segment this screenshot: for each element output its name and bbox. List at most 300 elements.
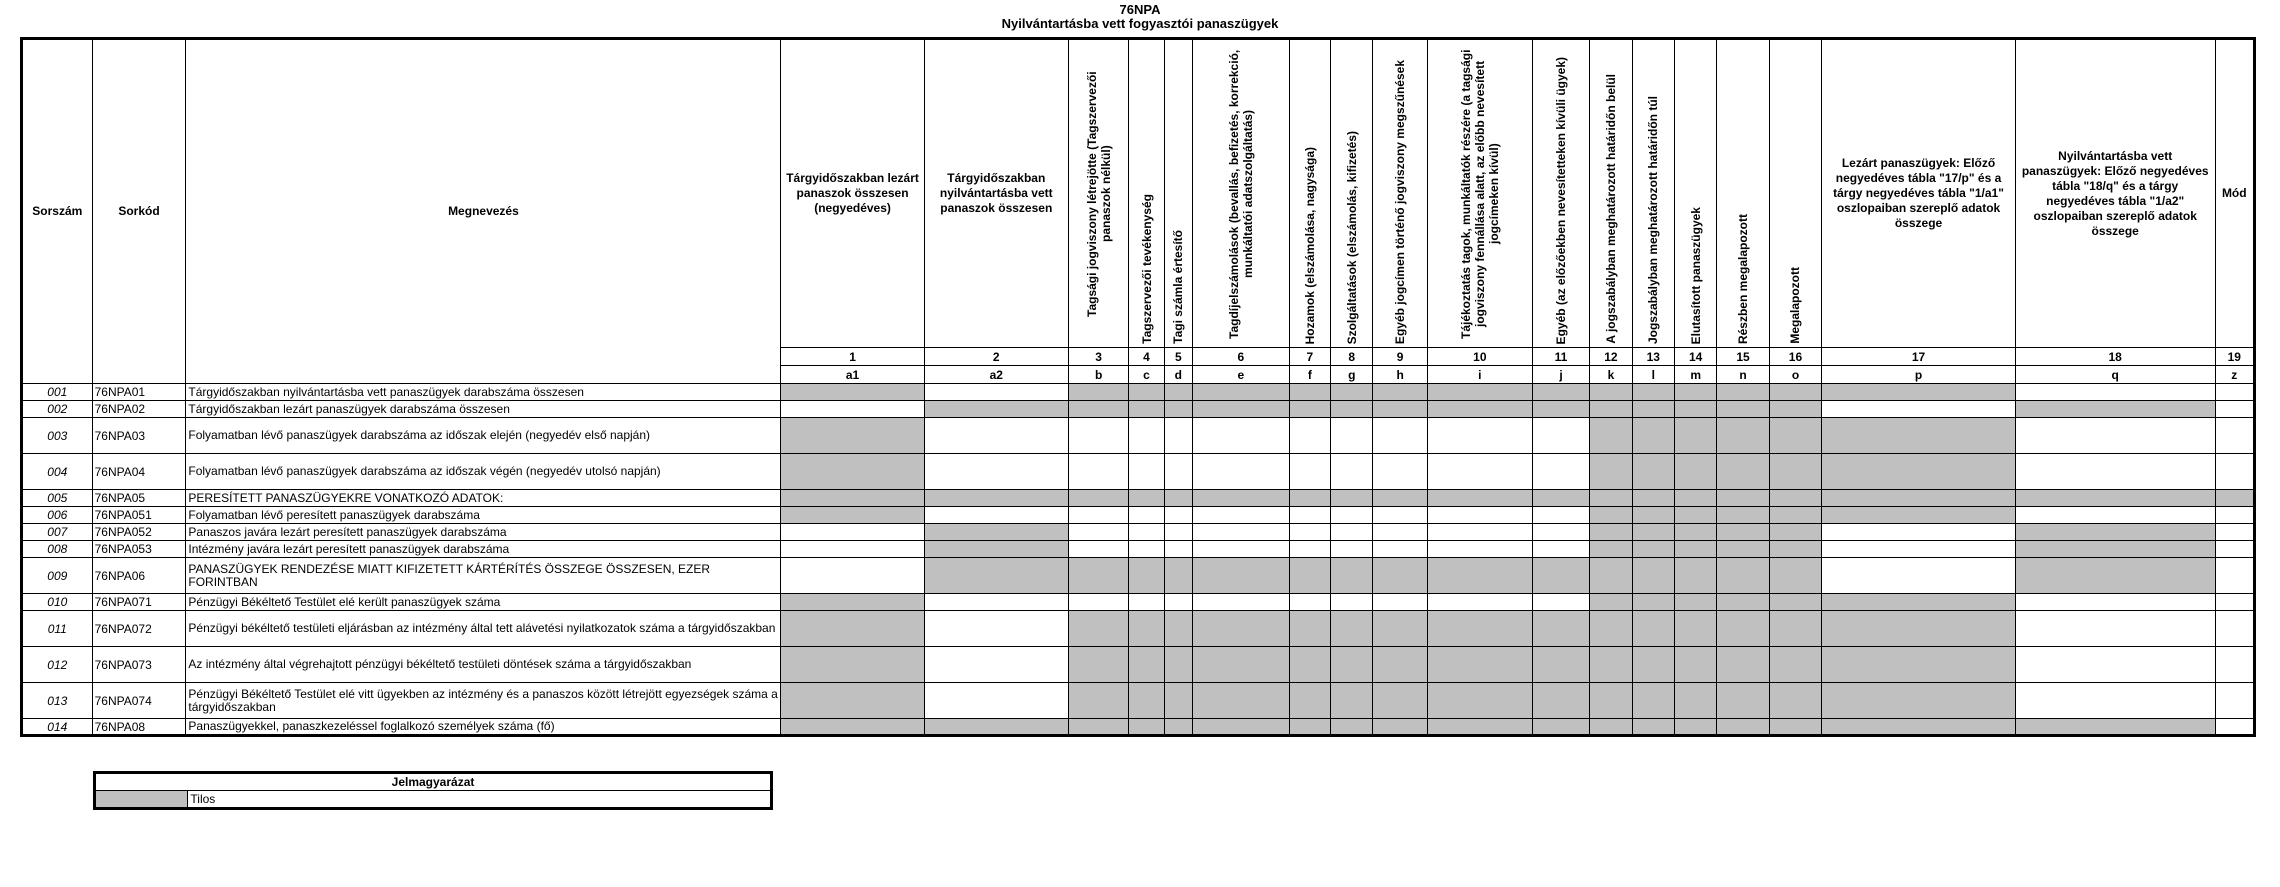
row-name: Folyamatban lévő panaszügyek darabszáma az időszak elején (negyedév első napján) — [186, 418, 781, 454]
forbidden-cell — [1632, 647, 1674, 683]
column-letter: q — [2015, 366, 2215, 384]
data-cell[interactable] — [2215, 524, 2254, 541]
forbidden-cell — [1674, 524, 1716, 541]
forbidden-cell — [1289, 384, 1330, 401]
forbidden-cell — [1590, 524, 1632, 541]
forbidden-cell — [1674, 401, 1716, 418]
forbidden-cell — [1717, 594, 1769, 611]
forbidden-cell — [1289, 683, 1330, 719]
data-cell[interactable] — [924, 647, 1068, 683]
row-sorkod: 76NPA073 — [92, 647, 186, 683]
data-cell[interactable] — [1532, 418, 1589, 454]
col-header-label: Szolgáltatások (elszámolás, kifizetés) — [1344, 130, 1359, 344]
forbidden-cell — [781, 454, 924, 490]
row-sorszam: 001 — [22, 384, 93, 401]
col-header-12 — [1590, 39, 1632, 348]
data-cell[interactable] — [2215, 683, 2254, 719]
forbidden-cell — [1822, 384, 2016, 401]
forbidden-cell — [1532, 647, 1589, 683]
forbidden-cell — [1427, 719, 1532, 736]
forbidden-cell — [1632, 454, 1674, 490]
forbidden-cell — [1632, 611, 1674, 647]
col-header-label: Tagsági jogviszony létrejötte (Tagszervezői panaszok nélkül) — [1084, 71, 1113, 317]
data-cell[interactable] — [1822, 558, 2016, 594]
forbidden-cell — [1129, 611, 1164, 647]
forbidden-cell — [1068, 384, 1129, 401]
column-letter: e — [1192, 366, 1289, 384]
forbidden-cell — [1373, 384, 1427, 401]
forbidden-cell — [1289, 647, 1330, 683]
forbidden-cell — [1822, 490, 2016, 507]
data-cell[interactable] — [1427, 507, 1532, 524]
col-header-label: Hozamok (elszámolása, nagysága) — [1302, 146, 1317, 344]
forbidden-cell — [1164, 647, 1192, 683]
row-sorkod: 76NPA072 — [92, 611, 186, 647]
forbidden-cell — [1068, 490, 1129, 507]
data-cell[interactable] — [2215, 401, 2254, 418]
forbidden-cell — [1532, 384, 1589, 401]
column-number: 17 — [1822, 348, 2016, 366]
data-cell[interactable] — [1427, 541, 1532, 558]
forbidden-cell — [1289, 401, 1330, 418]
row-name: Tárgyidőszakban lezárt panaszügyek darabszáma összesen — [186, 401, 781, 418]
forbidden-cell — [781, 418, 924, 454]
forbidden-cell — [1068, 683, 1129, 719]
forbidden-cell — [1331, 683, 1373, 719]
data-cell[interactable] — [1164, 454, 1192, 490]
row-name: Folyamatban lévő peresített panaszügyek darabszáma — [186, 507, 781, 524]
forbidden-cell — [1427, 558, 1532, 594]
data-cell[interactable] — [781, 401, 924, 418]
data-cell[interactable] — [2215, 558, 2254, 594]
row-sorszam: 004 — [22, 454, 93, 490]
forbidden-cell — [1717, 401, 1769, 418]
data-cell[interactable] — [1068, 541, 1129, 558]
forbidden-cell — [1129, 558, 1164, 594]
forbidden-cell — [1632, 384, 1674, 401]
forbidden-cell — [1427, 384, 1532, 401]
forbidden-cell — [1632, 418, 1674, 454]
row-sorkod: 76NPA08 — [92, 719, 186, 736]
data-cell[interactable] — [1068, 524, 1129, 541]
data-cell[interactable] — [1373, 507, 1427, 524]
data-cell[interactable] — [1532, 507, 1589, 524]
forbidden-cell — [1769, 418, 1821, 454]
forbidden-cell — [1590, 384, 1632, 401]
table-row — [22, 384, 2255, 401]
forbidden-cell — [1717, 558, 1769, 594]
forbidden-cell — [1769, 719, 1821, 736]
column-number: 1 — [781, 348, 924, 366]
col-header-16 — [1769, 39, 1821, 348]
data-cell[interactable] — [1164, 541, 1192, 558]
column-letter: m — [1674, 366, 1716, 384]
forbidden-cell — [1373, 647, 1427, 683]
forbidden-cell — [1590, 683, 1632, 719]
data-cell[interactable] — [1192, 594, 1289, 611]
data-cell[interactable] — [1192, 507, 1289, 524]
column-letter: f — [1289, 366, 1330, 384]
column-letter: o — [1769, 366, 1821, 384]
data-cell[interactable] — [1373, 418, 1427, 454]
data-cell[interactable] — [781, 541, 924, 558]
column-number: 14 — [1674, 348, 1716, 366]
data-cell[interactable] — [1427, 454, 1532, 490]
data-cell[interactable] — [1822, 541, 2016, 558]
row-sorszam: 010 — [22, 594, 93, 611]
row-sorszam: 014 — [22, 719, 93, 736]
forbidden-cell — [924, 541, 1068, 558]
form-code: 76NPA — [1119, 2, 1161, 17]
row-name: Pénzügyi Békéltető Testület elé került panaszügyek száma — [186, 594, 781, 611]
forbidden-cell — [1532, 490, 1589, 507]
forbidden-cell — [1192, 647, 1289, 683]
forbidden-cell — [1674, 719, 1716, 736]
forbidden-cell — [2015, 401, 2215, 418]
row-sorszam: 007 — [22, 524, 93, 541]
form-title: Nyilvántartásba vett fogyasztói panaszügyek — [1001, 16, 1279, 31]
column-letter: j — [1532, 366, 1589, 384]
row-name: Panaszügyekkel, panaszkezeléssel foglalkozó személyek száma (fő) — [186, 719, 781, 736]
forbidden-cell — [1590, 454, 1632, 490]
forbidden-cell — [1427, 683, 1532, 719]
data-cell[interactable] — [1532, 454, 1589, 490]
column-number: 16 — [1769, 348, 1821, 366]
data-cell[interactable] — [1331, 594, 1373, 611]
data-cell[interactable] — [1427, 524, 1532, 541]
forbidden-cell — [1164, 401, 1192, 418]
data-cell[interactable] — [2215, 418, 2254, 454]
col-header-5 — [1164, 39, 1192, 348]
data-cell[interactable] — [1068, 594, 1129, 611]
data-cell[interactable] — [2215, 719, 2254, 736]
data-cell[interactable] — [1068, 418, 1129, 454]
column-letter: h — [1373, 366, 1427, 384]
forbidden-cell — [781, 507, 924, 524]
table-body — [22, 384, 2255, 736]
forbidden-cell — [1289, 558, 1330, 594]
forbidden-cell — [1769, 647, 1821, 683]
forbidden-cell — [1590, 507, 1632, 524]
forbidden-cell — [1590, 594, 1632, 611]
col-header-6 — [1192, 39, 1289, 348]
forbidden-cell — [1164, 558, 1192, 594]
forbidden-cell — [1427, 647, 1532, 683]
data-cell[interactable] — [924, 594, 1068, 611]
column-number: 7 — [1289, 348, 1330, 366]
table-row — [22, 454, 2255, 490]
table-row — [22, 541, 2255, 558]
data-cell[interactable] — [2015, 647, 2215, 683]
data-cell[interactable] — [1129, 507, 1164, 524]
table-row — [22, 418, 2255, 454]
forbidden-cell — [1192, 558, 1289, 594]
col-header-label: Megalapozott — [1788, 267, 1803, 344]
forbidden-cell — [1822, 418, 2016, 454]
forbidden-cell — [1632, 558, 1674, 594]
forbidden-cell — [1331, 647, 1373, 683]
data-cell[interactable] — [2015, 611, 2215, 647]
column-letter: b — [1068, 366, 1129, 384]
data-cell[interactable] — [1129, 524, 1164, 541]
row-name: Panaszos javára lezárt peresített panaszügyek darabszáma — [186, 524, 781, 541]
data-cell[interactable] — [1532, 541, 1589, 558]
table-row — [22, 401, 2255, 418]
data-cell[interactable] — [2215, 454, 2254, 490]
forbidden-cell — [1129, 401, 1164, 418]
forbidden-cell — [1192, 611, 1289, 647]
table-row — [22, 683, 2255, 719]
column-number: 18 — [2015, 348, 2215, 366]
col-header-label: A jogszabályban meghatározott határidőn belül — [1603, 74, 1618, 344]
row-sorkod: 76NPA04 — [92, 454, 186, 490]
forbidden-cell — [1632, 490, 1674, 507]
data-cell[interactable] — [1129, 594, 1164, 611]
forbidden-cell — [1164, 490, 1192, 507]
data-cell[interactable] — [1331, 541, 1373, 558]
forbidden-cell — [1769, 611, 1821, 647]
forbidden-cell — [1674, 647, 1716, 683]
data-cell[interactable] — [1532, 524, 1589, 541]
forbidden-cell — [1590, 647, 1632, 683]
data-cell[interactable] — [1192, 541, 1289, 558]
col-header-label: Egyéb jogcímen történő jogviszony megszűnések — [1393, 59, 1408, 344]
row-name: Folyamatban lévő panaszügyek darabszáma az időszak végén (negyedév utolsó napján) — [186, 454, 781, 490]
data-cell[interactable] — [1331, 454, 1373, 490]
col-header-8 — [1331, 39, 1373, 348]
forbidden-cell — [924, 719, 1068, 736]
col-header-17: Lezárt panaszügyek: Előző negyedéves tábla "17/p" és a tárgy negyedéves tábla "1/a1" oszlopaiban szereplő adatok összege — [1822, 39, 2016, 348]
column-letter: a2 — [924, 366, 1068, 384]
col-header-label: Tájékoztatás tagok, munkáltatók részére (a tagsági jogviszony fennállása alatt, az előbb nevesített jogcímeken kívül) — [1458, 49, 1501, 339]
table-row — [22, 647, 2255, 683]
forbidden-cell — [1822, 454, 2016, 490]
column-letter: d — [1164, 366, 1192, 384]
col-header-11 — [1532, 39, 1589, 348]
forbidden-cell — [1822, 683, 2016, 719]
row-name: Pénzügyi békéltető testületi eljárásban az intézmény által tett alávetési nyilatkozatok száma a tárgyidőszakban — [186, 611, 781, 647]
forbidden-cell — [781, 611, 924, 647]
data-cell[interactable] — [1373, 594, 1427, 611]
data-cell[interactable] — [1427, 418, 1532, 454]
forbidden-cell — [924, 524, 1068, 541]
table-row — [22, 611, 2255, 647]
forbidden-cell — [1717, 541, 1769, 558]
header-row — [22, 39, 2255, 348]
data-cell[interactable] — [1331, 524, 1373, 541]
header-megnevezes: Megnevezés — [186, 39, 781, 384]
column-letter: i — [1427, 366, 1532, 384]
data-cell[interactable] — [2215, 611, 2254, 647]
forbidden-cell — [1822, 594, 2016, 611]
data-cell[interactable] — [924, 611, 1068, 647]
forbidden-cell — [1427, 490, 1532, 507]
data-cell[interactable] — [2215, 594, 2254, 611]
complaints-table — [20, 37, 2256, 737]
forbidden-cell — [1164, 611, 1192, 647]
data-cell[interactable] — [1331, 507, 1373, 524]
forbidden-cell — [924, 558, 1068, 594]
data-cell[interactable] — [2015, 683, 2215, 719]
data-cell[interactable] — [924, 454, 1068, 490]
data-cell[interactable] — [1331, 418, 1373, 454]
data-cell[interactable] — [781, 558, 924, 594]
row-sorkod: 76NPA06 — [92, 558, 186, 594]
forbidden-cell — [1717, 384, 1769, 401]
row-sorkod: 76NPA02 — [92, 401, 186, 418]
forbidden-cell — [1674, 541, 1716, 558]
row-sorszam: 003 — [22, 418, 93, 454]
forbidden-cell — [2015, 524, 2215, 541]
forbidden-cell — [1769, 541, 1821, 558]
forbidden-cell — [1129, 683, 1164, 719]
forbidden-cell — [1674, 683, 1716, 719]
col-header-7 — [1289, 39, 1330, 348]
forbidden-cell — [1717, 683, 1769, 719]
forbidden-cell — [1674, 454, 1716, 490]
column-number: 15 — [1717, 348, 1769, 366]
data-cell[interactable] — [1822, 401, 2016, 418]
col-header-14 — [1674, 39, 1716, 348]
forbidden-cell — [1532, 558, 1589, 594]
data-cell[interactable] — [1192, 418, 1289, 454]
data-cell[interactable] — [2215, 541, 2254, 558]
forbidden-cell — [1068, 611, 1129, 647]
forbidden-cell — [1674, 594, 1716, 611]
data-cell[interactable] — [924, 418, 1068, 454]
data-cell[interactable] — [924, 384, 1068, 401]
forbidden-cell — [1632, 524, 1674, 541]
col-header-label: Egyéb (az előzőekben nevesítetteken kívüli ügyek) — [1554, 56, 1568, 344]
col-header-label: Részben megalapozott — [1736, 213, 1751, 344]
data-cell[interactable] — [924, 507, 1068, 524]
data-cell[interactable] — [2215, 507, 2254, 524]
forbidden-cell — [1068, 401, 1129, 418]
forbidden-cell — [1632, 541, 1674, 558]
data-cell[interactable] — [1373, 541, 1427, 558]
data-cell[interactable] — [1289, 594, 1330, 611]
data-cell[interactable] — [2015, 384, 2215, 401]
table-row — [22, 507, 2255, 524]
data-cell[interactable] — [1129, 541, 1164, 558]
row-sorkod: 76NPA01 — [92, 384, 186, 401]
forbidden-cell — [1590, 611, 1632, 647]
data-cell[interactable] — [1373, 454, 1427, 490]
data-cell[interactable] — [2215, 647, 2254, 683]
forbidden-cell — [1331, 384, 1373, 401]
table-row — [22, 558, 2255, 594]
data-cell[interactable] — [1822, 524, 2016, 541]
data-cell[interactable] — [1068, 507, 1129, 524]
data-cell[interactable] — [1164, 594, 1192, 611]
forbidden-cell — [1674, 384, 1716, 401]
column-letter: l — [1632, 366, 1674, 384]
forbidden-cell — [1373, 490, 1427, 507]
col-header-label: Elutasított panaszügyek — [1688, 206, 1703, 344]
forbidden-cell — [1769, 507, 1821, 524]
legend-title: Jelmagyarázat — [95, 773, 772, 791]
data-cell[interactable] — [2015, 507, 2215, 524]
data-cell[interactable] — [1192, 524, 1289, 541]
forbidden-cell — [1769, 558, 1821, 594]
row-name: PANASZÜGYEK RENDEZÉSE MIATT KIFIZETETT KÁRTÉRÍTÉS ÖSSZEGE ÖSSZESEN, EZER FORINTBAN — [186, 558, 781, 594]
forbidden-cell — [1717, 418, 1769, 454]
col-header-4 — [1129, 39, 1164, 348]
data-cell[interactable] — [1164, 524, 1192, 541]
data-cell[interactable] — [781, 524, 924, 541]
data-cell[interactable] — [1427, 594, 1532, 611]
data-cell[interactable] — [1068, 454, 1129, 490]
forbidden-cell — [1674, 611, 1716, 647]
data-cell[interactable] — [1129, 454, 1164, 490]
forbidden-cell — [1373, 611, 1427, 647]
data-cell[interactable] — [1164, 507, 1192, 524]
data-cell[interactable] — [1373, 524, 1427, 541]
col-header-9 — [1373, 39, 1427, 348]
forbidden-cell — [1129, 647, 1164, 683]
forbidden-cell — [1532, 611, 1589, 647]
row-sorszam: 008 — [22, 541, 93, 558]
forbidden-cell — [1632, 401, 1674, 418]
row-sorkod: 76NPA053 — [92, 541, 186, 558]
forbidden-cell — [1590, 719, 1632, 736]
forbidden-cell — [1192, 490, 1289, 507]
data-cell[interactable] — [1289, 418, 1330, 454]
col-header-19: Mód — [2215, 39, 2254, 348]
data-cell[interactable] — [924, 683, 1068, 719]
data-cell[interactable] — [1289, 507, 1330, 524]
row-sorkod: 76NPA03 — [92, 418, 186, 454]
data-cell[interactable] — [1289, 541, 1330, 558]
forbidden-cell — [1590, 558, 1632, 594]
forbidden-cell — [781, 683, 924, 719]
forbidden-cell — [1632, 507, 1674, 524]
forbidden-cell — [1822, 507, 2016, 524]
data-cell[interactable] — [2015, 454, 2215, 490]
data-cell[interactable] — [1129, 418, 1164, 454]
forbidden-cell — [1717, 507, 1769, 524]
forbidden-cell — [1674, 558, 1716, 594]
col-header-1: Tárgyidőszakban lezárt panaszok összesen (negyedéves) — [781, 39, 924, 348]
data-cell[interactable] — [2015, 418, 2215, 454]
forbidden-cell — [1769, 594, 1821, 611]
table-row — [22, 524, 2255, 541]
data-cell[interactable] — [2215, 384, 2254, 401]
col-header-label: Tagdíjelszámolások (bevallás, befizetés, korrekció, munkáltatói adatszolgáltatás) — [1226, 49, 1255, 339]
row-sorszam: 011 — [22, 611, 93, 647]
data-cell[interactable] — [1532, 594, 1589, 611]
forbidden-cell — [2015, 558, 2215, 594]
data-cell[interactable] — [2015, 594, 2215, 611]
forbidden-cell — [1590, 541, 1632, 558]
data-cell[interactable] — [1192, 454, 1289, 490]
forbidden-cell — [924, 490, 1068, 507]
data-cell[interactable] — [1164, 418, 1192, 454]
column-number: 8 — [1331, 348, 1373, 366]
forbidden-cell — [781, 490, 924, 507]
column-letter: c — [1129, 366, 1164, 384]
row-sorkod: 76NPA05 — [92, 490, 186, 507]
data-cell[interactable] — [1289, 524, 1330, 541]
forbidden-cell — [1289, 611, 1330, 647]
legend-table — [93, 771, 773, 810]
forbidden-cell — [1532, 401, 1589, 418]
forbidden-cell — [1289, 490, 1330, 507]
row-name: Az intézmény által végrehajtott pénzügyi békéltető testületi döntések száma a tárgyidőszakban — [186, 647, 781, 683]
data-cell[interactable] — [1289, 454, 1330, 490]
col-header-18: Nyilvántartásba vett panaszügyek: Előző negyedéves tábla "18/q" és a tárgy negyedéves tábla "1/a2" oszlopaiban szereplő adatok összege — [2015, 39, 2215, 348]
forbidden-cell — [1427, 611, 1532, 647]
